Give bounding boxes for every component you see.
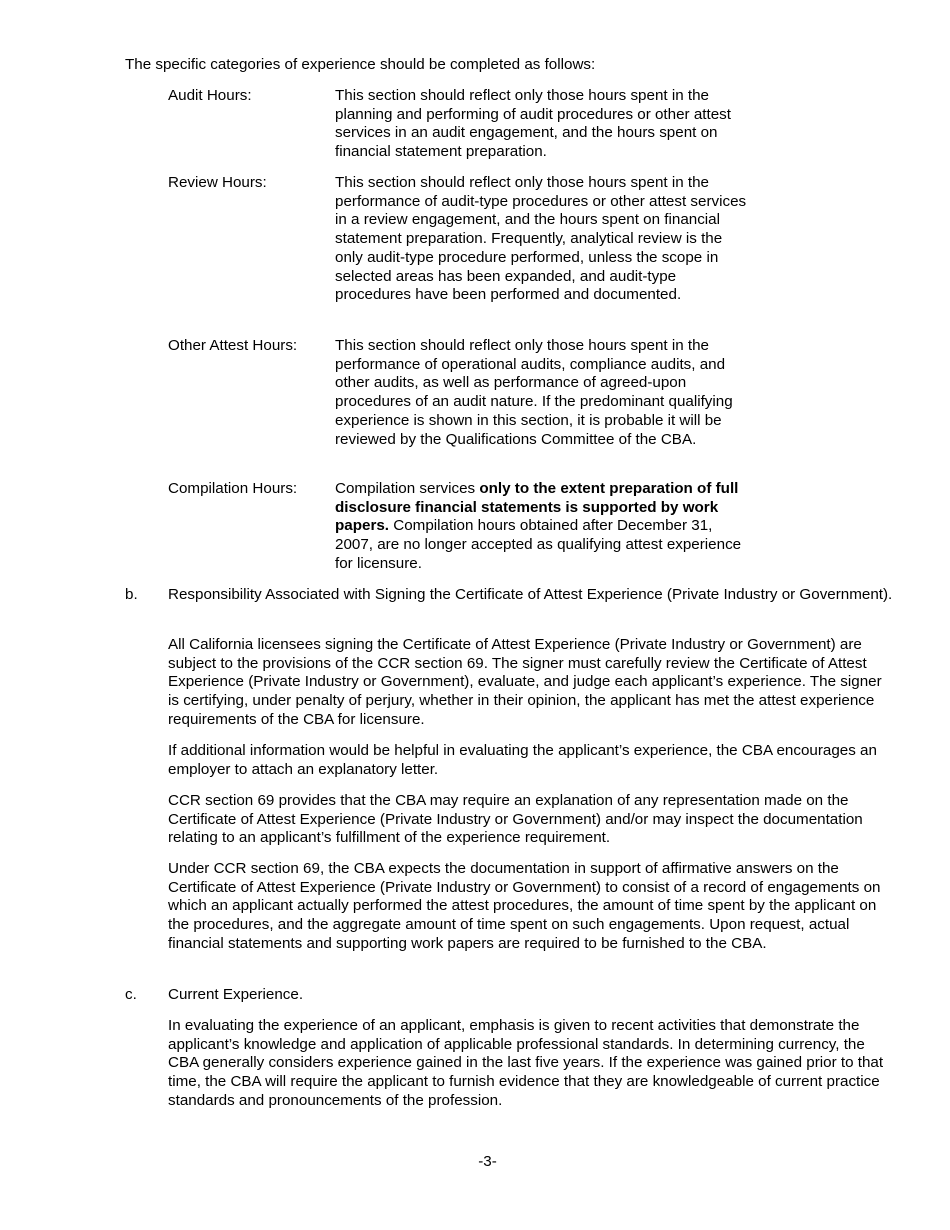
category-label: Other Attest Hours: [168, 337, 298, 354]
category-label: Audit Hours: [168, 87, 252, 104]
section-heading: Responsibility Associated with Signing the Certificate of Attest Experience (Private Industry or Government). [168, 586, 893, 603]
category-description [335, 480, 747, 574]
compilation-text-start: Compilation services [335, 480, 480, 497]
section-b-paragraph-1: All California licensees signing the Certificate of Attest Experience (Private Industry or Government) are subject to the provisions of the CCR section 69. The signer must carefully review the Certificate of Attest Experience (Private Industry or Government), evaluate, and judge each applicant’s experience. The signer is certifying, under penalty of perjury, whether in their opinion, the applicant has met the attest experience requirements of the CBA for licensure. [168, 636, 882, 728]
compilation-text-end: Compilation hours obtained after December 31, 2007, are no longer accepted as qualifying attest experience for licensure. [335, 517, 742, 572]
category-description: This section should reflect only those hours spent in the planning and performing of audit procedures or other attest services in an audit engagement, and the hours spent on financial statement preparation. [335, 87, 731, 161]
category-label: Compilation Hours: [168, 480, 298, 497]
page-number: -3- [478, 1153, 497, 1170]
section-b-paragraph-2: If additional information would be helpful in evaluating the applicant’s experience, the CBA encourages an employer to attach an explanatory letter. [168, 742, 877, 778]
category-description: This section should reflect only those hours spent in the performance of operational audits, compliance audits, and other audits, as well as performance of agreed-upon procedures of an audit nature. If the predominant qualifying experience is shown in this section, it is probable it will be reviewed by the Qualifications Committee of the CBA. [335, 337, 733, 448]
section-heading: Current Experience. [168, 986, 304, 1003]
section-b-paragraph-3: CCR section 69 provides that the CBA may require an explanation of any representation made on the Certificate of Attest Experience (Private Industry or Government) and/or may inspect the documentation relating to an applicant’s fulfillment of the experience requirement. [168, 792, 863, 847]
category-description: This section should reflect only those hours spent in the performance of audit-type procedures or other attest services in a review engagement, and the hours spent on financial statement preparation. Frequently, analytical review is the only audit-type procedure performed, unless the scope in selected areas has been expanded, and audit-type procedures have been performed and documented. [335, 174, 747, 304]
section-c-paragraph-1: In evaluating the experience of an applicant, emphasis is given to recent activities that demonstrate the applicant’s knowledge and application of applicable professional standards. In determining currency, the CBA generally considers experience gained in the last five years. If the experience was gained prior to that time, the CBA will require the applicant to furnish evidence that they are knowledgeable of current practice standards and pronouncements of the profession. [168, 1017, 884, 1109]
section-b-paragraph-4: Under CCR section 69, the CBA expects the documentation in support of affirmative answers on the Certificate of Attest Experience (Private Industry or Government) to consist of a record of engagements on which an applicant actually performed the attest procedures, the amount of time spent by the applicant on the procedures, and the aggregate amount of time spent on such engagements. Upon request, actual financial statements and supporting work papers are required to be furnished to the CBA. [168, 860, 881, 952]
section-marker: c. [125, 986, 137, 1003]
section-marker: b. [125, 586, 138, 603]
intro-text: The specific categories of experience should be completed as follows: [125, 56, 596, 73]
compilation-bold-text: only to the extent preparation of full disclosure financial statements is supported by work papers. [335, 480, 739, 535]
category-label: Review Hours: [168, 174, 267, 191]
